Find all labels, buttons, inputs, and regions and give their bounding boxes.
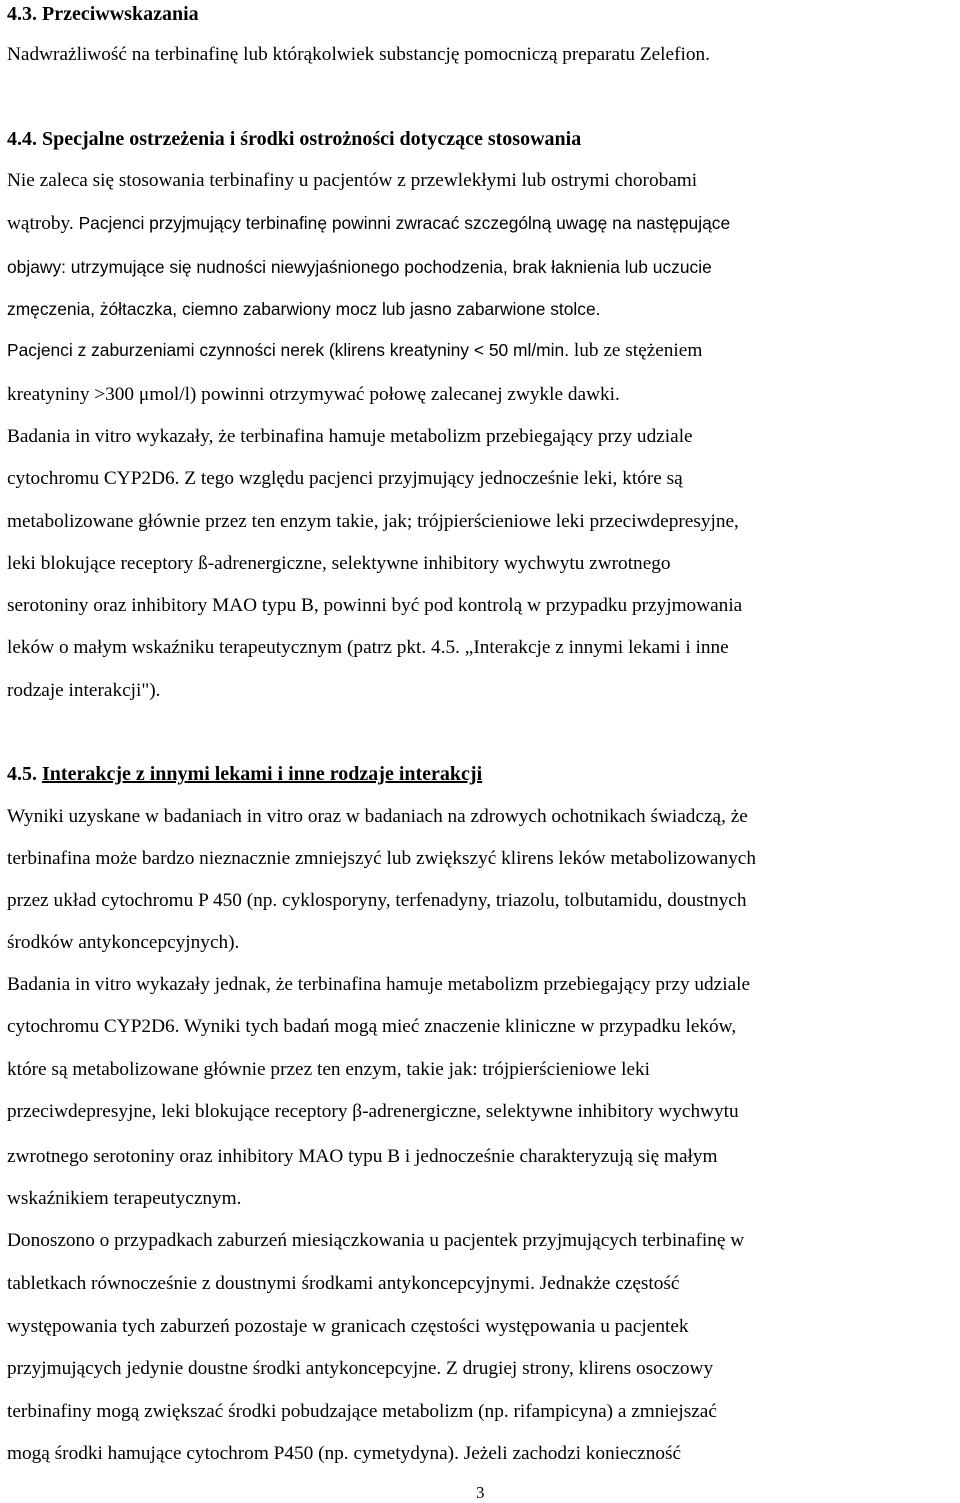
section-4-3-body: Nadwrażliwość na terbinafinę lub którąkolwiek substancję pomocniczą preparatu Zelefion. <box>7 44 710 65</box>
section-4-5-line: przez układ cytochromu P 450 (np. cyklosporyny, terfenadyny, triazolu, tolbutamidu, doustnych <box>7 890 747 911</box>
section-4-5-line: Badania in vitro wykazały jednak, że terbinafina hamuje metabolizm przebiegający przy udziale <box>7 974 751 995</box>
section-4-4-line-5a: Pacjenci z zaburzeniami czynności nerek (klirens kreatyniny < 50 ml/min. <box>7 340 570 360</box>
section-4-4-heading: 4.4. Specjalne ostrzeżenia i środki ostrożności dotyczące stosowania <box>7 128 582 150</box>
section-4-4-line-7: Badania in vitro wykazały, że terbinafina hamuje metabolizm przebiegający przy udziale <box>7 426 693 447</box>
section-4-5-line: tabletkach równocześnie z doustnymi środkami antykoncepcyjnymi. Jednakże częstość <box>7 1273 680 1294</box>
section-4-5-line: zwrotnego serotoniny oraz inhibitory MAO typu B i jednocześnie charakteryzują się małym <box>7 1146 718 1167</box>
section-4-5-number: 4.5. <box>7 763 37 785</box>
section-4-4-line-5b: lub ze stężeniem <box>569 340 703 361</box>
section-4-4-line-4: zmęczenia, żółtaczka, ciemno zabarwiony mocz lub jasno zabarwione stolce. <box>7 299 601 319</box>
section-4-5-line: wskaźnikiem terapeutycznym. <box>7 1188 242 1209</box>
section-4-5-line: Wyniki uzyskane w badaniach in vitro oraz w badaniach na zdrowych ochotnikach świadczą, że <box>7 806 748 827</box>
section-4-5-heading <box>7 762 482 786</box>
section-4-4-line-5 <box>7 338 702 363</box>
section-4-4-line-11: serotoniny oraz inhibitory MAO typu B, powinni być pod kontrolą w przypadku przyjmowania <box>7 595 743 616</box>
section-4-5-line: mogą środki hamujące cytochrom P450 (np. cymetydyna). Jeżeli zachodzi konieczność <box>7 1443 682 1464</box>
section-4-4-line-10: leki blokujące receptory ß-adrenergiczne, selektywne inhibitory wychwytu zwrotnego <box>7 553 671 574</box>
section-4-5-title: Interakcje z innymi lekami i inne rodzaje interakcji <box>42 763 483 785</box>
section-4-5-line: cytochromu CYP2D6. Wyniki tych badań mogą mieć znaczenie kliniczne w przypadku leków, <box>7 1016 737 1037</box>
section-4-5-line: terbinafina może bardzo nieznacznie zmniejszyć lub zwiększyć klirens leków metabolizowanych <box>7 848 756 869</box>
section-4-5-line: przyjmujących jedynie doustne środki antykoncepcyjne. Z drugiej strony, klirens osoczowy <box>7 1358 714 1379</box>
section-4-4-line-2b: Pacjenci przyjmujący terbinafinę powinni zwracać szczególną uwagę na następujące <box>73 213 731 233</box>
section-4-4-line-13: rodzaje interakcji"). <box>7 680 161 701</box>
section-4-5-line: Donoszono o przypadkach zaburzeń miesiączkowania u pacjentek przyjmujących terbinafinę w <box>7 1230 745 1251</box>
section-4-5-line: środków antykoncepcyjnych). <box>7 932 240 953</box>
section-4-4-line-3: objawy: utrzymujące się nudności niewyjaśnionego pochodzenia, brak łaknienia lub uczucie <box>7 257 712 277</box>
page-number: 3 <box>476 1483 485 1502</box>
section-4-3-heading: 4.3. Przeciwwskazania <box>7 3 199 25</box>
section-4-4-line-2a: wątroby. <box>7 213 74 234</box>
section-4-4-line-12: leków o małym wskaźniku terapeutycznym (patrz pkt. 4.5. „Interakcje z innymi lekami i inne <box>7 637 729 658</box>
section-4-4-line-9: metabolizowane głównie przez ten enzym takie, jak; trójpierścieniowe leki przeciwdepresyjne, <box>7 511 739 532</box>
section-4-5-line: przeciwdepresyjne, leki blokujące receptory β-adrenergiczne, selektywne inhibitory wychwytu <box>7 1101 739 1122</box>
section-4-5-line: które są metabolizowane głównie przez ten enzym, takie jak: trójpierścieniowe leki <box>7 1059 650 1080</box>
section-4-5-line: występowania tych zaburzeń pozostaje w granicach częstości występowania u pacjentek <box>7 1316 689 1337</box>
section-4-4-line-8: cytochromu CYP2D6. Z tego względu pacjenci przyjmujący jednocześnie leki, które są <box>7 468 683 489</box>
section-4-4-line-6: kreatyniny >300 μmol/l) powinni otrzymywać połowę zalecanej zwykle dawki. <box>7 384 620 405</box>
section-4-5-line: terbinafiny mogą zwiększać środki pobudzające metabolizm (np. rifampicyna) a zmniejszać <box>7 1401 717 1422</box>
section-4-4-line-1: Nie zaleca się stosowania terbinafiny u pacjentów z przewlekłymi lub ostrymi chorobami <box>7 170 698 191</box>
section-4-4-line-2 <box>7 211 730 236</box>
